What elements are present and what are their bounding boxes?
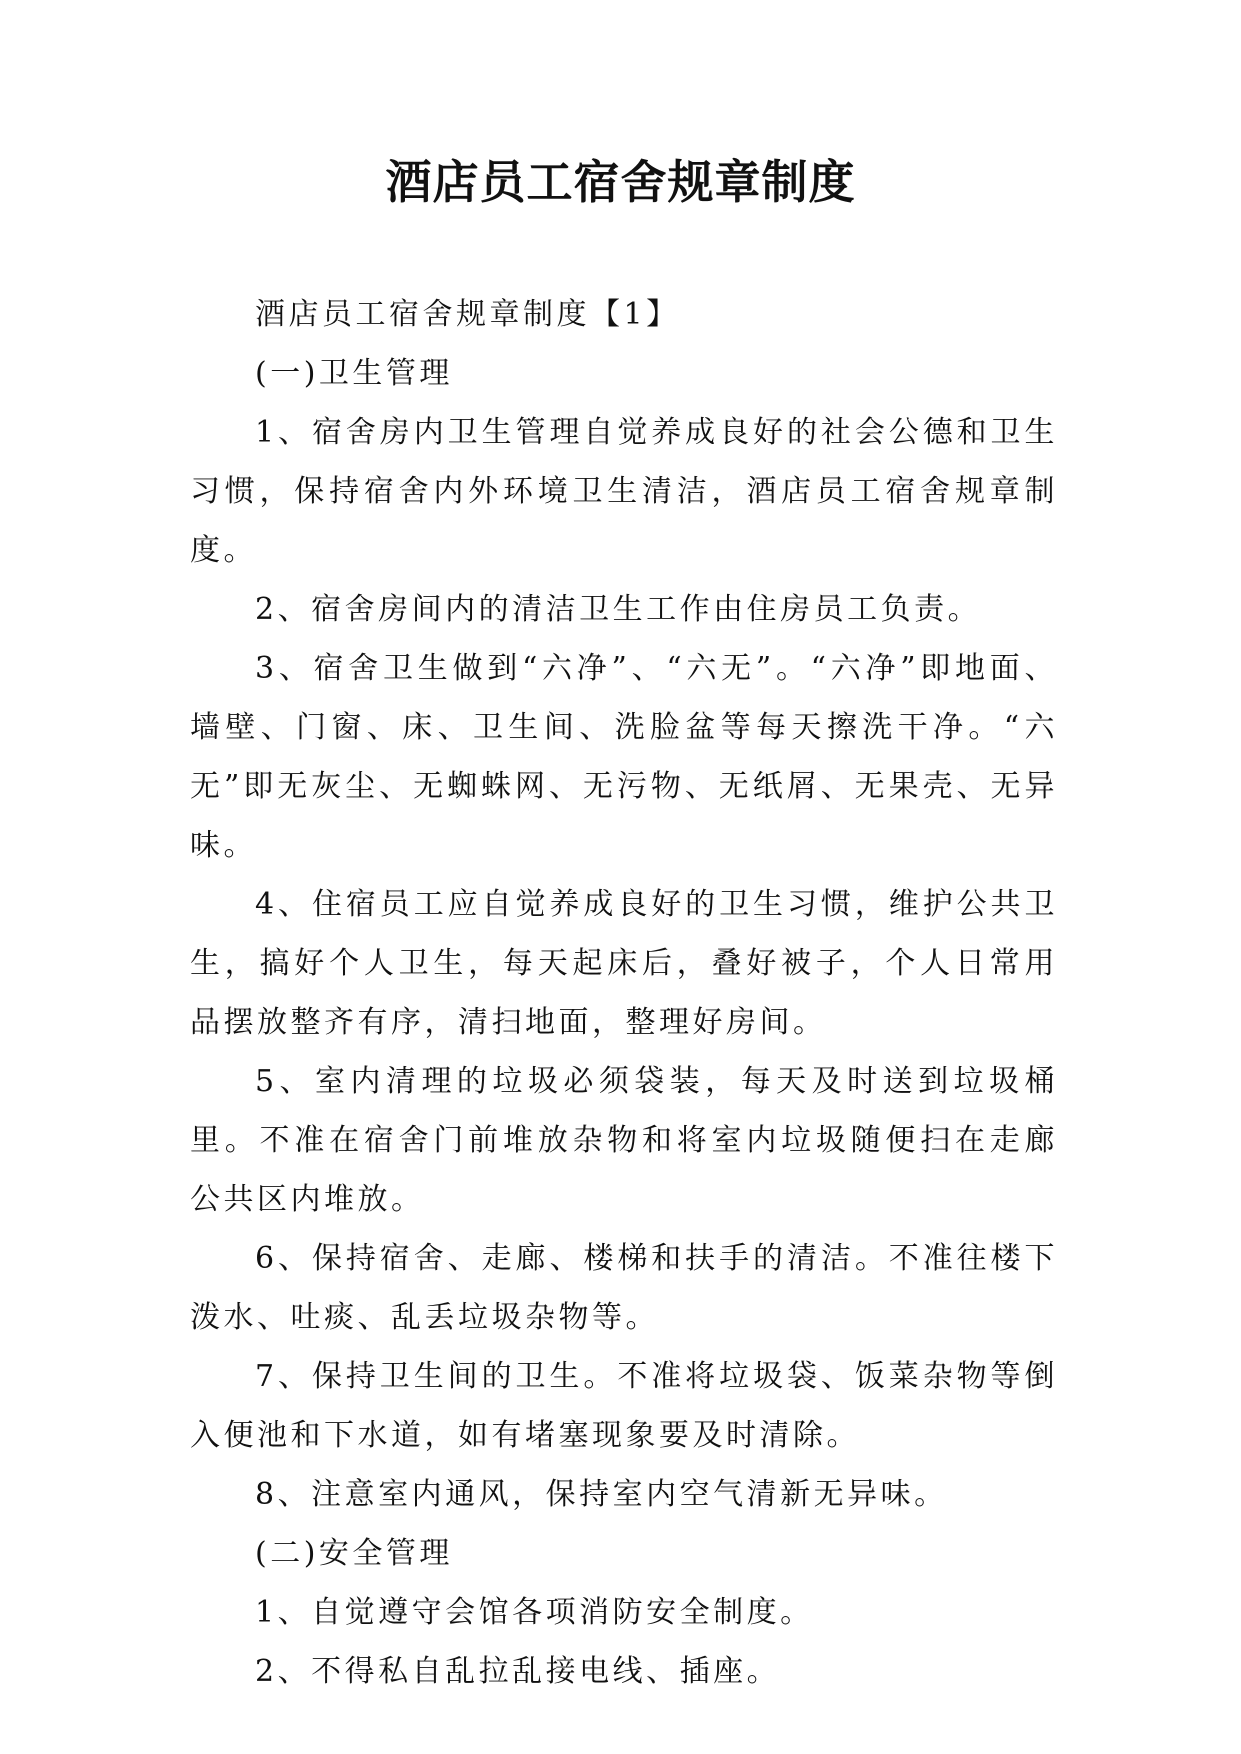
paragraph-safety-1: 1、自觉遵守会馆各项消防安全制度。 [255,1595,814,1630]
paragraph-hygiene-3: 3、宿舍卫生做到“六净”、“六无”。“六净”即地面、墙壁、门窗、床、卫生间、洗脸盆等每天擦洗干净。“六无”即无灰尘、无蜘蛛网、无污物、无纸屑、无果壳、无异味。 [190,651,1058,863]
paragraph-section-heading: 酒店员工宿舍规章制度【1】 [255,297,680,332]
document-title: 酒店员工宿舍规章制度 [385,155,856,209]
paragraph-hygiene-8: 8、注意室内通风，保持室内空气清新无异味。 [255,1477,948,1512]
paragraph-hygiene-7: 7、保持卫生间的卫生。不准将垃圾袋、饭菜杂物等倒入便池和下水道，如有堵塞现象要及时清除。 [190,1359,1058,1453]
paragraph-safety-2: 2、不得私自乱拉乱接电线、插座。 [255,1654,781,1689]
paragraph-hygiene-4: 4、住宿员工应自觉养成良好的卫生习惯，维护公共卫生，搞好个人卫生，每天起床后，叠好被子，个人日常用品摆放整齐有序，清扫地面，整理好房间。 [190,887,1058,1040]
paragraph-hygiene-2: 2、宿舍房间内的清洁卫生工作由住房员工负责。 [255,592,982,627]
paragraph-hygiene-5: 5、室内清理的垃圾必须袋装，每天及时送到垃圾桶里。不准在宿舍门前堆放杂物和将室内垃圾随便扫在走廊公共区内堆放。 [190,1064,1058,1217]
document-body [190,285,1058,1701]
paragraph-hygiene-6: 6、保持宿舍、走廊、楼梯和扶手的清洁。不准往楼下泼水、吐痰、乱丢垃圾杂物等。 [190,1241,1058,1335]
paragraph-hygiene-heading: (一)卫生管理 [255,356,453,391]
paragraph-hygiene-1: 1、宿舍房内卫生管理自觉养成良好的社会公德和卫生习惯，保持宿舍内外环境卫生清洁，酒店员工宿舍规章制度。 [190,415,1058,568]
paragraph-safety-heading: (二)安全管理 [255,1536,453,1571]
